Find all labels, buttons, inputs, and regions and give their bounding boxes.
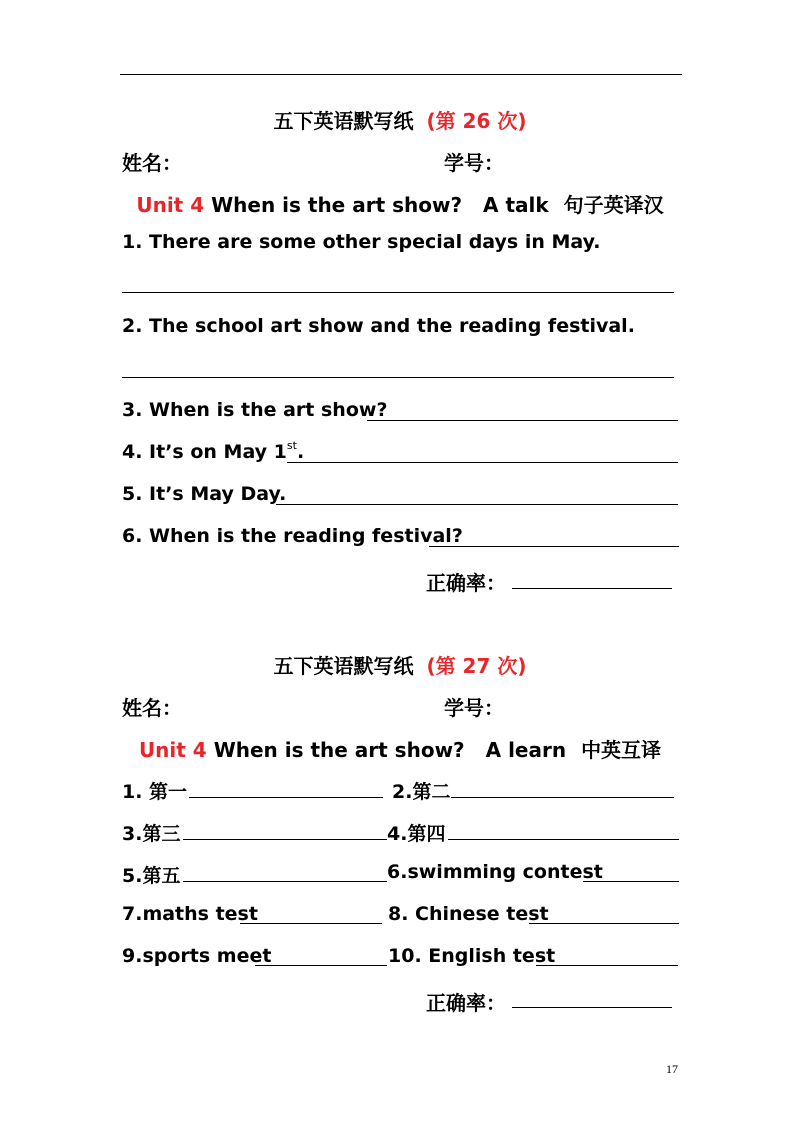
answer-line-2[interactable] [122, 377, 674, 378]
answer-line-5[interactable] [276, 504, 678, 505]
answer-line-1[interactable] [122, 292, 674, 293]
answer-line-6[interactable] [429, 546, 679, 547]
student-id-label-2: 学号： [444, 696, 504, 720]
sentence-4-period: . [296, 441, 305, 463]
vocab-answer-line-2[interactable] [451, 797, 674, 798]
vocab-item-3: 3.第三 [122, 823, 181, 845]
accuracy-label-1: 正确率： [426, 571, 506, 595]
sentence-4-text: 4. It’s on May 1 [122, 441, 287, 463]
part-label: A learn [485, 738, 567, 762]
sentence-1: 1. There are some other special days in May. [122, 231, 601, 253]
answer-line-4[interactable] [287, 462, 678, 463]
vocab-item-5: 5.第五 [122, 865, 181, 887]
worksheet-title-1 [0, 105, 800, 134]
unit-label: Unit 4 [136, 193, 205, 217]
unit-label: Unit 4 [138, 738, 207, 762]
vocab-answer-line-1[interactable] [189, 797, 383, 798]
unit-heading-1 [0, 189, 800, 218]
vocab-item-4: 4.第四 [387, 823, 446, 845]
vocab-answer-line-7[interactable] [240, 923, 382, 924]
student-id-label-1: 学号： [444, 151, 504, 175]
accuracy-line-2[interactable] [512, 1007, 672, 1008]
vocab-answer-line-9[interactable] [255, 965, 387, 966]
unit-subtitle: When is the art show? [213, 738, 465, 762]
vocab-answer-line-8[interactable] [529, 923, 679, 924]
title-number: (第 27 次) [426, 654, 527, 678]
sentence-6: 6. When is the reading festival? [122, 525, 463, 547]
task-label: 中英互译 [581, 738, 662, 762]
vocab-item-1: 1. 第一 [122, 781, 188, 803]
title-text: 五下英语默写纸 [273, 109, 414, 133]
part-label: A talk [483, 193, 549, 217]
vocab-answer-line-6[interactable] [583, 881, 679, 882]
accuracy-line-1[interactable] [512, 588, 672, 589]
vocab-answer-line-10[interactable] [536, 965, 678, 966]
vocab-item-10: 10. English test [388, 945, 556, 967]
name-label-2: 姓名： [122, 696, 182, 720]
vocab-answer-line-4[interactable] [448, 839, 679, 840]
vocab-answer-line-3[interactable] [183, 839, 387, 840]
task-label: 句子英译汉 [563, 193, 664, 217]
answer-line-3[interactable] [367, 420, 678, 421]
sentence-4 [122, 441, 304, 463]
sentence-2: 2. The school art show and the reading festival. [122, 315, 635, 337]
worksheet-title-2 [0, 650, 800, 679]
vocab-item-7: 7.maths test [122, 903, 258, 925]
top-rule [120, 74, 682, 75]
vocab-answer-line-5[interactable] [183, 881, 387, 882]
vocab-item-9: 9.sports meet [122, 945, 272, 967]
sentence-3: 3. When is the art show? [122, 399, 388, 421]
page-number: 17 [666, 1062, 678, 1076]
name-label-1: 姓名： [122, 151, 182, 175]
ordinal-suffix: st [286, 439, 297, 452]
accuracy-label-2: 正确率： [426, 991, 506, 1015]
sentence-5: 5. It’s May Day. [122, 483, 287, 505]
unit-subtitle: When is the art show? [211, 193, 463, 217]
vocab-item-6: 6.swimming contest [387, 861, 603, 883]
title-number: (第 26 次) [426, 109, 527, 133]
unit-heading-2 [0, 734, 800, 763]
title-text: 五下英语默写纸 [273, 654, 414, 678]
vocab-item-8: 8. Chinese test [388, 903, 549, 925]
vocab-item-2: 2.第二 [392, 781, 451, 803]
